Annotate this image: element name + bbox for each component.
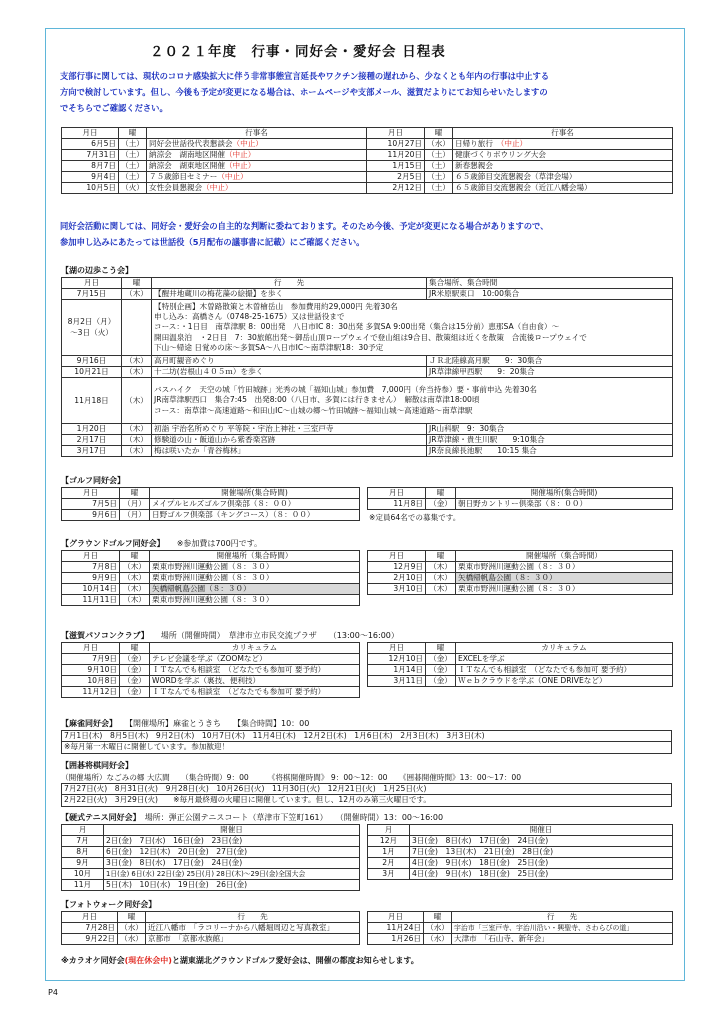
- go-shogi-schedule: 7月27日(火) 8月31日(火) 9月28日(火) 10月26日(火) 11月30日(火) 12月21日(火) 1月25日(火) 2月22日(火) 3月29日(火) ※毎月最終週の火曜日に開催しています。但し、12月のみ第三火曜日です。: [61, 783, 672, 807]
- table-row: 7月28日 （水） 近江八幡市 「ラコリーナから八幡堀周辺と写真教室」: [62, 923, 360, 934]
- footer-note: ※カラオケ同好会(現在休会中)と湖東湖北グラウンドゴルフ愛好会は、開催の都度お知らせします。: [61, 956, 419, 965]
- col-dow: 曜: [425, 128, 453, 139]
- table-row: 7月5日 （月） メイプルヒルズゴルフ倶楽部（８：００）: [62, 499, 360, 510]
- golf-table-left: 月日 曜 開催場所(集合時間) 7月5日 （月） メイプルヒルズゴルフ倶楽部（８：００） 9月6日 （月） 日野ゴルフ倶楽部（キングコース）（８：００）: [61, 487, 360, 521]
- table-row: 11月8日 （金） 朝日野カントリー倶楽部（８：００）: [368, 499, 673, 510]
- event-dow: （土）: [425, 172, 453, 183]
- event-date: 2月12日: [367, 183, 425, 194]
- table-row: 11月24日 （水） 宇治市「三室戸寺、宇治川沿い・興聖寺、さわらびの道」: [368, 923, 673, 934]
- table-row: [62, 150, 673, 161]
- mahjong-heading: 【麻雀同好会】 【開催場所】麻雀とうきち 【集合時間】10：00: [61, 719, 310, 728]
- table-row: 7月8日 （木） 栗東市野洲川運動公園（８：３０）: [62, 562, 360, 573]
- table-row: 10月8日 （金） WORDを学ぶ（裏技、便利技）: [62, 676, 360, 687]
- col-name: 行事名: [147, 128, 367, 139]
- go-shogi-heading: 【囲碁将棋同好会】: [61, 761, 133, 770]
- notice-line: 支部行事に関しては、現状のコロナ感染拡大に伴う非常事態宣言延長やワクチン接種の遅れから、少なくとも年内の行事は中止する: [60, 71, 550, 81]
- table-row: [62, 161, 673, 172]
- golf-table-right: 月日 曜 開催場所(集合時間) 11月8日 （金） 朝日野カントリー倶楽部（８：００）: [367, 487, 673, 510]
- ground-golf-heading: 【グラウンドゴルフ同好会】 ※参加費は700円です。: [61, 539, 263, 548]
- table-row: 2月 4日(金) 9日(水) 18日(金) 25日(金): [368, 858, 673, 869]
- event-name: 納涼会 湖東地区開催（中止）: [147, 161, 367, 172]
- table-row: 11月11日 （木） 栗東市野洲川運動公園（８：３０）: [62, 595, 360, 606]
- hiking-table: [61, 277, 673, 457]
- table-row: 12月 3日(金) 8日(水) 17日(金) 24日(金): [368, 836, 673, 847]
- table-row: 9月6日 （月） 日野ゴルフ倶楽部（キングコース）（８：００）: [62, 510, 360, 521]
- table-row: 11月 5日(木) 10日(水) 19日(金) 26日(金): [62, 880, 360, 891]
- table-row: [62, 172, 673, 183]
- ground-golf-table-right: 月日 曜 開催場所（集合時間） 12月9日 （木） 栗東市野洲川運動公園（８：３０） 2月10日 （木） 矢橋帰帆島公園（８：３０） 3月10日 （木） 栗東市野洲川運動公園（８：３０）: [367, 550, 673, 595]
- events-table: [61, 127, 673, 194]
- event-date: 11月20日: [367, 150, 425, 161]
- col-dest: 行 先: [152, 278, 427, 289]
- event-dow: （土）: [425, 150, 453, 161]
- table-row: 10月 1日(金) 6日(水) 22日(金) 25日(月) 28日(木)〜29日(金)全国大会: [62, 869, 360, 880]
- col-date: 月日: [62, 278, 122, 289]
- event-date: 2月5日: [367, 172, 425, 183]
- table-row: 9月16日 （木） 高月町観音めぐり ＪＲ北陸線高月駅 9：30集合: [62, 356, 673, 367]
- tennis-heading: 【硬式テニス同好会】 場所：弾正公園テニスコート（草津市下笠町161） （開催時間）13：00〜16:00: [61, 813, 444, 822]
- golf-heading: 【ゴルフ同好会】: [61, 476, 125, 485]
- event-date: 7月31日: [62, 150, 119, 161]
- hiking-heading: 【湖の辺歩こう会】: [61, 266, 133, 275]
- pc-club-table-left: 月日 曜 カリキュラム 7月9日 （金） テレビ会議を学ぶ（ZOOMなど） 9月10日 （金） ＩＴなんでも相談室 （どなたでも参加可 要予約） 10月8日 （金） WORDを学ぶ（裏技、便利技） 11月12日 （金） ＩＴなんでも相談室 （どなたでも参加可 要予約）: [61, 642, 360, 698]
- table-row: [62, 139, 673, 150]
- table-row: 3月11日 （金） Ｗｅｂクラウドを学ぶ（ONE DRIVEなど）: [368, 676, 673, 687]
- table-row: 1月20日 （木） 初詣 宇治名所めぐり 平等院・宇治上神社・三室戸寺 JR山科駅 9：30集合: [62, 424, 673, 435]
- table-row: 2月10日 （木） 矢橋帰帆島公園（８：３０）: [368, 573, 673, 584]
- event-name: 日帰り旅行 （中止）: [453, 139, 673, 150]
- col-date: 月日: [367, 128, 425, 139]
- table-row: 11月12日 （金） ＩＴなんでも相談室 （どなたでも参加可 要予約）: [62, 687, 360, 698]
- event-dow: （水）: [425, 139, 453, 150]
- event-dow: （土）: [119, 139, 147, 150]
- notice-branch-events: [60, 68, 674, 116]
- col-dow: 曜: [122, 278, 152, 289]
- event-dow: （土）: [119, 161, 147, 172]
- col-date: 月日: [62, 128, 119, 139]
- notice-clubs: [60, 218, 674, 250]
- event-date: 1月15日: [367, 161, 425, 172]
- table-row: 10月14日 （木） 矢橋帰帆島公園（８：３０）: [62, 584, 360, 595]
- table-row: 3月 4日(金) 9日(水) 18日(金) 25日(金): [368, 869, 673, 880]
- event-name: 納涼会 湖南地区開催（中止）: [147, 150, 367, 161]
- table-row: 3月17日 （木） 梅は咲いたか「青谷梅林」 JR奈良線長池駅 10:15 集合: [62, 446, 673, 457]
- event-date: 6月5日: [62, 139, 119, 150]
- event-name: 健康づくりボウリング大会: [453, 150, 673, 161]
- tennis-table-right: 月 開催日 12月 3日(金) 8日(水) 17日(金) 24日(金) 1月 7日(金) 13日(木) 21日(金) 28日(金) 2月 4日(金) 9日(水) 18日(金) 25日(金) 3月 4日(金) 9日(水) 18日(金) 25日(金): [367, 824, 673, 880]
- table-row: 7月15日 （木） 【醒井地蔵川の梅花藻の絵撮】を歩く JR米原駅東口 10:00集合: [62, 289, 673, 300]
- tennis-table-left: 月 開催日 7月 2日(金) 7日(水) 16日(金) 23日(金) 8月 6日(金) 12日(木) 20日(金) 27日(金) 9月 3日(金) 8日(水) 17日(金) 24日(金) 10月 1日(金) 6日(水) 22日(金) 25日(月) 28日(木)〜29日(金)全国大会 11月 5日(木) 10日(水) 19日(金) 26日(金): [61, 824, 360, 891]
- event-name: 新春懇親会: [453, 161, 673, 172]
- col-meet: 集合場所、集合時間: [427, 278, 673, 289]
- table-row: 2月17日 （木） 修験道の山・飯道山から紫香楽宮跡 JR草津線・貴生川駅 9:10集合: [62, 435, 673, 446]
- notice-line: 同好会活動に関しては、同好会・愛好会の自主的な判断に委ねております。そのため今後、予定が変更になる場合がありますので、: [60, 221, 549, 231]
- table-row: 11月18日 （木） バスハイク 天空の城「竹田城跡」光秀の城「福知山城」参加費 7,000円（弁当持参）要・事前申込 先着30名 JR南草津駅西口 集合7:45 出発8:00（八日市、多賀には行きません） 解散は南草津18:00頃 コース：南草津〜高速道路〜和田山IC〜山城の郷〜竹田城跡〜福知山城〜高速道路〜南草津駅: [62, 378, 673, 424]
- event-name: ６５歳節目交流懇親会（草津会場）: [453, 172, 673, 183]
- event-dow: （火）: [119, 183, 147, 194]
- page-number: P4: [48, 988, 58, 997]
- table-row: 9月22日 （水） 京都市 「京都水族館」: [62, 934, 360, 945]
- table-row: 10月21日 （木） 十二坊(岩根山４０５ｍ）を歩く JR草津線甲西駅 9：20集合: [62, 367, 673, 378]
- event-name: ６５歳節目交流懇親会（近江八幡会場）: [453, 183, 673, 194]
- col-name: 行事名: [453, 128, 673, 139]
- pc-club-heading: 【滋賀パソコンクラブ】 場所（開催時間） 草津市立市民交流プラザ （13:00〜16:00）: [61, 631, 399, 640]
- photo-walk-heading: 【フォトウォーク同好会】: [61, 900, 157, 909]
- event-name: ７５歳節目セミナー（中止）: [147, 172, 367, 183]
- event-name: 同好会世話役代表懇談会（中止）: [147, 139, 367, 150]
- event-dow: （土）: [425, 161, 453, 172]
- mahjong-schedule: 7月1日(木) 8月5日(木) 9月2日(木) 10月7日(木) 11月4日(木) 12月2日(木) 1月6日(木) 2月3日(木) 3月3日(木) ※毎月第一木曜日に開催しています。参加歓迎！: [61, 730, 672, 754]
- table-row: 9月 3日(金) 8日(水) 17日(金) 24日(金): [62, 858, 360, 869]
- col-dow: 曜: [119, 128, 147, 139]
- event-name: 女性会員懇親会（中止）: [147, 183, 367, 194]
- event-date: 8月7日: [62, 161, 119, 172]
- photo-walk-table-right: 月日 曜 行 先 11月24日 （水） 宇治市「三室戸寺、宇治川沿い・興聖寺、さわらびの道」 1月26日 （水） 大津市 「石山寺、新年会」: [367, 911, 673, 945]
- table-row: 1月 7日(金) 13日(木) 21日(金) 28日(金): [368, 847, 673, 858]
- table-row: 12月10日 （金） EXCELを学ぶ: [368, 654, 673, 665]
- table-row: 9月10日 （金） ＩＴなんでも相談室 （どなたでも参加可 要予約）: [62, 665, 360, 676]
- event-date: 9月4日: [62, 172, 119, 183]
- go-shogi-info: （開催場所）なごみの郷 大広間 （集合時間）9：00 《将棋開催時間》 9：00〜12：00 《囲碁開催時間》13：00〜17：00: [61, 773, 522, 782]
- table-row: 1月26日 （水） 大津市 「石山寺、新年会」: [368, 934, 673, 945]
- notice-line: でそちらでご確認ください。: [60, 103, 168, 113]
- table-row: 7月 2日(金) 7日(水) 16日(金) 23日(金): [62, 836, 360, 847]
- event-dow: （土）: [119, 172, 147, 183]
- table-row: [62, 183, 673, 194]
- ground-golf-table-left: 月日 曜 開催場所（集合時間） 7月8日 （木） 栗東市野洲川運動公園（８：３０） 9月9日 （木） 栗東市野洲川運動公園（８：３０） 10月14日 （木） 矢橋帰帆島公園（８：３０） 11月11日 （木） 栗東市野洲川運動公園（８：３０）: [61, 550, 360, 606]
- table-row: 1月14日 （金） ＩＴなんでも相談室 （どなたでも参加可 要予約）: [368, 665, 673, 676]
- event-date: 10月27日: [367, 139, 425, 150]
- table-row: 8月 6日(金) 12日(木) 20日(金) 27日(金): [62, 847, 360, 858]
- photo-walk-table-left: 月日 曜 行 先 7月28日 （水） 近江八幡市 「ラコリーナから八幡堀周辺と写真教室」 9月22日 （水） 京都市 「京都水族館」: [61, 911, 360, 945]
- table-row: 3月10日 （木） 栗東市野洲川運動公園（８：３０）: [368, 584, 673, 595]
- notice-line: 参加申し込みにあたっては世話役（5月配布の議事書に記載）にご確認ください。: [60, 237, 365, 247]
- pc-club-table-right: 月日 曜 カリキュラム 12月10日 （金） EXCELを学ぶ 1月14日 （金） ＩＴなんでも相談室 （どなたでも参加可 要予約） 3月11日 （金） Ｗｅｂクラウドを学ぶ（ONE DRIVEなど）: [367, 642, 673, 687]
- table-row: 9月9日 （木） 栗東市野洲川運動公園（８：３０）: [62, 573, 360, 584]
- event-date: 10月5日: [62, 183, 119, 194]
- page-title: ２０２１年度 行事・同好会・愛好会 日程表: [150, 44, 446, 60]
- event-dow: （土）: [425, 183, 453, 194]
- notice-line: 方向で検討しています。但し、今後も予定が変更になる場合は、ホームページや支部メール、滋賀だよりにてお知らせいたしますの: [60, 87, 548, 97]
- table-row: 8月2日（月） 〜3日（火） 【特別企画】木曽路散策と木曽檜岳山 参加費用約29,000円 先着30名 申し込み：高橋さん（0748-25-1675）又は世話役まで コース：・1日目 南草津駅 8：00出発 八日市IC 8：30出発 多賀SA 9:00出発（集合は15分前）恵那SA（自由食）〜 開田温泉泊 ・2日目 7：30旅館出発〜御岳山頂ロープウェイで登山組は9合目、散策組は近くを散策 合流後ロープウェイで 下山〜帰途 日覚めの床〜多賀SA〜八日市IC〜南草津駅18：30予定: [62, 300, 673, 356]
- table-row: 7月9日 （金） テレビ会議を学ぶ（ZOOMなど）: [62, 654, 360, 665]
- event-dow: （土）: [119, 150, 147, 161]
- golf-note: ※定員64名での募集です。: [369, 513, 461, 522]
- table-row: 12月9日 （木） 栗東市野洲川運動公園（８：３０）: [368, 562, 673, 573]
